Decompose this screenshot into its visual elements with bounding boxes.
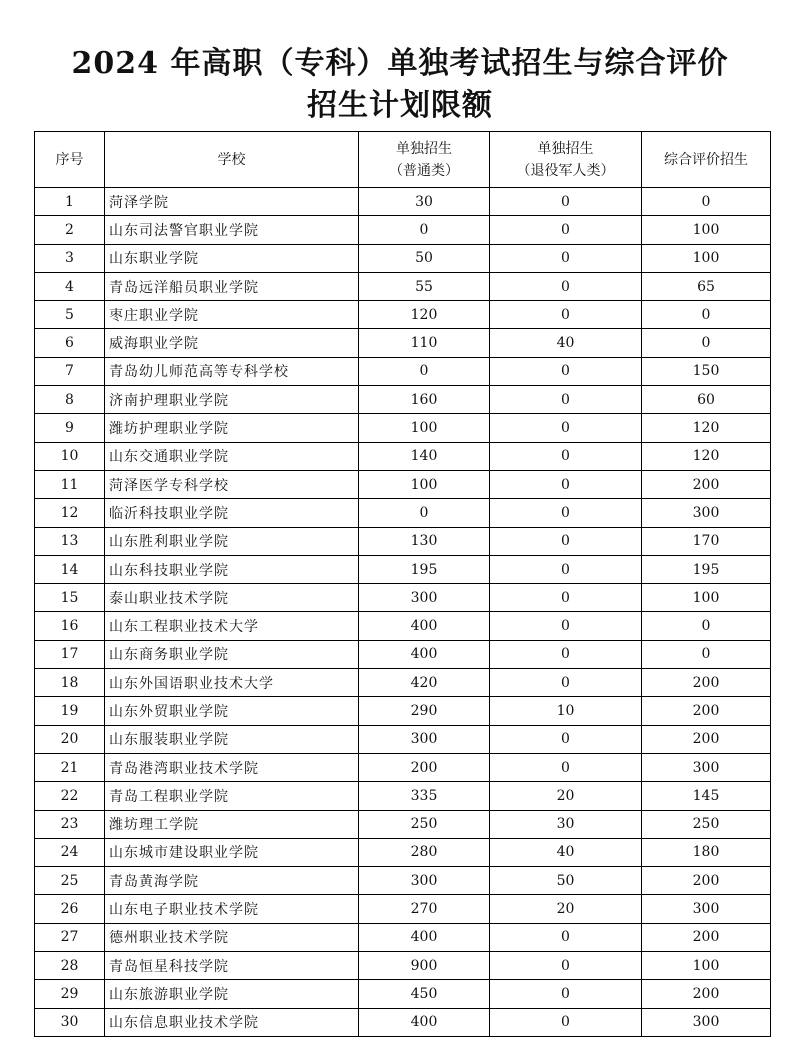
row-school: 山东工程职业技术大学 (105, 612, 359, 640)
row-comprehensive: 300 (642, 753, 771, 781)
row-school: 山东服装职业学院 (105, 725, 359, 753)
row-veteran: 0 (490, 244, 642, 272)
row-index: 17 (35, 640, 105, 668)
row-regular: 160 (359, 386, 490, 414)
row-comprehensive: 100 (642, 244, 771, 272)
row-school: 青岛黄海学院 (105, 867, 359, 895)
row-regular: 30 (359, 188, 490, 216)
table-row (35, 952, 771, 980)
row-regular: 195 (359, 555, 490, 583)
row-veteran: 0 (490, 188, 642, 216)
table-row (35, 301, 771, 329)
row-school: 山东旅游职业学院 (105, 980, 359, 1008)
row-comprehensive: 200 (642, 725, 771, 753)
row-veteran: 0 (490, 442, 642, 470)
header-regular-line2: （普通类） (389, 162, 459, 179)
table-row (35, 244, 771, 272)
row-comprehensive: 145 (642, 782, 771, 810)
row-index: 9 (35, 414, 105, 442)
table-row (35, 895, 771, 923)
row-index: 23 (35, 810, 105, 838)
row-veteran: 30 (490, 810, 642, 838)
header-regular (359, 132, 490, 188)
header-regular-line1: 单独招生 (396, 140, 452, 157)
page-subtitle: 招生计划限额 (307, 88, 493, 123)
row-comprehensive: 200 (642, 867, 771, 895)
row-veteran: 20 (490, 895, 642, 923)
header-school: 学校 (105, 132, 359, 188)
row-regular: 400 (359, 640, 490, 668)
table-row (35, 357, 771, 385)
table-row (35, 442, 771, 470)
table-row (35, 386, 771, 414)
row-veteran: 0 (490, 527, 642, 555)
row-school: 济南护理职业学院 (105, 386, 359, 414)
row-school: 山东司法警官职业学院 (105, 216, 359, 244)
row-comprehensive: 150 (642, 357, 771, 385)
row-comprehensive: 0 (642, 329, 771, 357)
row-index: 12 (35, 499, 105, 527)
row-regular: 335 (359, 782, 490, 810)
row-school: 威海职业学院 (105, 329, 359, 357)
row-comprehensive: 0 (642, 640, 771, 668)
row-veteran: 0 (490, 612, 642, 640)
row-regular: 0 (359, 216, 490, 244)
row-index: 11 (35, 470, 105, 498)
row-comprehensive: 300 (642, 1008, 771, 1036)
row-school: 泰山职业技术学院 (105, 584, 359, 612)
row-comprehensive: 200 (642, 980, 771, 1008)
row-school: 菏泽学院 (105, 188, 359, 216)
row-veteran: 0 (490, 640, 642, 668)
row-comprehensive: 250 (642, 810, 771, 838)
header-index: 序号 (35, 132, 105, 188)
row-comprehensive: 100 (642, 952, 771, 980)
row-comprehensive: 200 (642, 470, 771, 498)
row-comprehensive: 300 (642, 499, 771, 527)
table-row (35, 838, 771, 866)
row-regular: 0 (359, 499, 490, 527)
row-index: 24 (35, 838, 105, 866)
row-school: 潍坊护理职业学院 (105, 414, 359, 442)
row-school: 山东外国语职业技术大学 (105, 669, 359, 697)
row-index: 25 (35, 867, 105, 895)
table-row (35, 612, 771, 640)
row-school: 山东职业学院 (105, 244, 359, 272)
row-veteran: 40 (490, 329, 642, 357)
row-regular: 50 (359, 244, 490, 272)
row-comprehensive: 100 (642, 216, 771, 244)
row-regular: 55 (359, 272, 490, 300)
row-regular: 100 (359, 470, 490, 498)
table-header-row (35, 132, 771, 188)
table-row (35, 272, 771, 300)
table-row (35, 555, 771, 583)
row-regular: 120 (359, 301, 490, 329)
row-comprehensive: 200 (642, 669, 771, 697)
row-school: 德州职业技术学院 (105, 923, 359, 951)
row-regular: 270 (359, 895, 490, 923)
row-index: 7 (35, 357, 105, 385)
table-row (35, 499, 771, 527)
row-comprehensive: 200 (642, 697, 771, 725)
table-row (35, 584, 771, 612)
row-comprehensive: 100 (642, 584, 771, 612)
row-regular: 420 (359, 669, 490, 697)
row-veteran: 0 (490, 414, 642, 442)
row-veteran: 50 (490, 867, 642, 895)
row-index: 22 (35, 782, 105, 810)
row-veteran: 0 (490, 669, 642, 697)
row-index: 29 (35, 980, 105, 1008)
table-body (35, 188, 771, 1037)
row-index: 27 (35, 923, 105, 951)
row-veteran: 0 (490, 952, 642, 980)
row-regular: 100 (359, 414, 490, 442)
row-school: 山东科技职业学院 (105, 555, 359, 583)
row-regular: 290 (359, 697, 490, 725)
row-school: 青岛远洋船员职业学院 (105, 272, 359, 300)
row-school: 青岛港湾职业技术学院 (105, 753, 359, 781)
row-veteran: 0 (490, 216, 642, 244)
table-row (35, 753, 771, 781)
row-index: 20 (35, 725, 105, 753)
header-veteran-line2: （退役军人类） (516, 162, 615, 179)
row-school: 临沂科技职业学院 (105, 499, 359, 527)
row-index: 13 (35, 527, 105, 555)
table-row (35, 725, 771, 753)
row-regular: 200 (359, 753, 490, 781)
row-index: 6 (35, 329, 105, 357)
row-regular: 900 (359, 952, 490, 980)
row-comprehensive: 195 (642, 555, 771, 583)
page-title: 2024 年高职（专科）单独考试招生与综合评价 (71, 46, 729, 81)
row-school: 青岛恒星科技学院 (105, 952, 359, 980)
row-index: 4 (35, 272, 105, 300)
row-school: 枣庄职业学院 (105, 301, 359, 329)
row-school: 山东信息职业技术学院 (105, 1008, 359, 1036)
table-row (35, 640, 771, 668)
row-school: 潍坊理工学院 (105, 810, 359, 838)
table-row (35, 414, 771, 442)
table-row (35, 697, 771, 725)
row-veteran: 0 (490, 1008, 642, 1036)
row-regular: 400 (359, 612, 490, 640)
row-comprehensive: 200 (642, 923, 771, 951)
row-veteran: 0 (490, 555, 642, 583)
row-regular: 300 (359, 584, 490, 612)
row-index: 21 (35, 753, 105, 781)
row-index: 8 (35, 386, 105, 414)
row-index: 1 (35, 188, 105, 216)
row-comprehensive: 0 (642, 612, 771, 640)
row-regular: 140 (359, 442, 490, 470)
table-row (35, 470, 771, 498)
row-comprehensive: 60 (642, 386, 771, 414)
row-index: 2 (35, 216, 105, 244)
row-comprehensive: 0 (642, 188, 771, 216)
table-row (35, 810, 771, 838)
table-row (35, 216, 771, 244)
row-regular: 400 (359, 1008, 490, 1036)
row-school: 青岛工程职业学院 (105, 782, 359, 810)
row-veteran: 0 (490, 272, 642, 300)
row-school: 山东城市建设职业学院 (105, 838, 359, 866)
row-regular: 130 (359, 527, 490, 555)
row-school: 山东商务职业学院 (105, 640, 359, 668)
row-index: 16 (35, 612, 105, 640)
row-school: 菏泽医学专科学校 (105, 470, 359, 498)
row-regular: 0 (359, 357, 490, 385)
row-regular: 450 (359, 980, 490, 1008)
row-veteran: 0 (490, 923, 642, 951)
row-index: 28 (35, 952, 105, 980)
table-row (35, 1008, 771, 1036)
row-index: 30 (35, 1008, 105, 1036)
row-index: 5 (35, 301, 105, 329)
row-index: 14 (35, 555, 105, 583)
row-veteran: 0 (490, 725, 642, 753)
row-index: 19 (35, 697, 105, 725)
row-veteran: 40 (490, 838, 642, 866)
row-comprehensive: 170 (642, 527, 771, 555)
row-index: 15 (35, 584, 105, 612)
table-row (35, 188, 771, 216)
row-veteran: 0 (490, 301, 642, 329)
row-veteran: 10 (490, 697, 642, 725)
row-comprehensive: 65 (642, 272, 771, 300)
table-row (35, 329, 771, 357)
table-row (35, 782, 771, 810)
row-school: 青岛幼儿师范高等专科学校 (105, 357, 359, 385)
row-comprehensive: 0 (642, 301, 771, 329)
row-veteran: 0 (490, 980, 642, 1008)
row-comprehensive: 120 (642, 442, 771, 470)
row-veteran: 0 (490, 357, 642, 385)
row-regular: 110 (359, 329, 490, 357)
row-veteran: 20 (490, 782, 642, 810)
row-comprehensive: 180 (642, 838, 771, 866)
header-veteran-line1: 单独招生 (537, 140, 594, 157)
row-school: 山东胜利职业学院 (105, 527, 359, 555)
row-regular: 250 (359, 810, 490, 838)
table-row (35, 923, 771, 951)
row-school: 山东交通职业学院 (105, 442, 359, 470)
row-veteran: 0 (490, 499, 642, 527)
row-veteran: 0 (490, 470, 642, 498)
row-regular: 280 (359, 838, 490, 866)
row-index: 18 (35, 669, 105, 697)
row-index: 3 (35, 244, 105, 272)
row-index: 26 (35, 895, 105, 923)
table-row (35, 669, 771, 697)
row-veteran: 0 (490, 753, 642, 781)
table-row (35, 980, 771, 1008)
header-veteran (490, 132, 642, 188)
row-regular: 300 (359, 725, 490, 753)
row-comprehensive: 300 (642, 895, 771, 923)
row-veteran: 0 (490, 386, 642, 414)
row-regular: 400 (359, 923, 490, 951)
row-school: 山东外贸职业学院 (105, 697, 359, 725)
table-row (35, 867, 771, 895)
row-index: 10 (35, 442, 105, 470)
header-comprehensive: 综合评价招生 (642, 132, 771, 188)
enrollment-quota-table (34, 131, 771, 1037)
row-comprehensive: 120 (642, 414, 771, 442)
row-school: 山东电子职业技术学院 (105, 895, 359, 923)
row-veteran: 0 (490, 584, 642, 612)
row-regular: 300 (359, 867, 490, 895)
table-row (35, 527, 771, 555)
